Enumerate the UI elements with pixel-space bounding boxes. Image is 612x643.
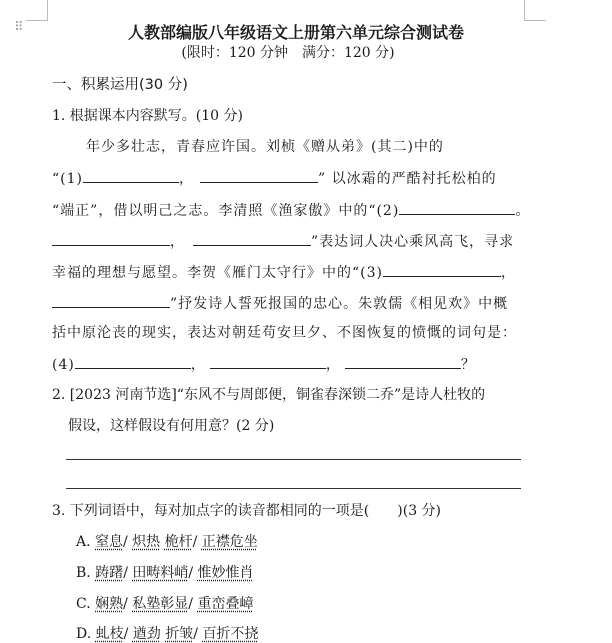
text-fragment: 幸福的理想与愿望。李贺《雁门太守行》中的“(3) xyxy=(52,265,383,281)
question-1-heading: 1. 根据课本内容默写。(10 分) xyxy=(52,108,243,124)
option-word: 正襟危坐 xyxy=(201,534,258,550)
option-word: 百折不挠 xyxy=(202,626,259,642)
option-letter: A. xyxy=(76,534,91,550)
option-word: 桅杆 xyxy=(164,534,193,550)
option-word: 私塾彰显 xyxy=(132,596,189,612)
question-2-text: 假设，这样假设有何用意？(2 分) xyxy=(68,418,275,434)
option-d[interactable]: D. 虬枝/ 遒劲 折皱/ 百折不挠 xyxy=(76,626,259,642)
text-fragment: ， xyxy=(179,171,194,187)
answer-blank[interactable] xyxy=(83,167,179,183)
option-word: 重峦叠嶂 xyxy=(197,596,254,612)
question-1-text: 年少多壮志，青春应许国。刘桢《赠从弟》(其二)中的 xyxy=(86,139,444,155)
question-2-text: 2. [2023 河南节选]“东风不与周郎便，铜雀春深锁二乔”是诗人杜牧的 xyxy=(52,387,486,403)
answer-blank[interactable] xyxy=(399,199,515,215)
option-word: 虬枝 xyxy=(95,626,124,642)
answer-blank[interactable] xyxy=(345,353,461,369)
option-c[interactable]: C. 娴熟/ 私塾彰显/ 重峦叠嶂 xyxy=(76,596,254,612)
section-heading: 一、积累运用(30 分) xyxy=(52,77,188,93)
text-fragment: ” 以冰霜的严酷衬托松柏的 xyxy=(318,171,497,187)
text-fragment: “端正”，借以明己之志。李清照《渔家傲》中的“(2) xyxy=(52,203,400,219)
answer-blank[interactable] xyxy=(52,292,170,308)
text-fragment: ， xyxy=(501,265,516,281)
drag-handle-icon[interactable]: ⠿ xyxy=(14,20,23,35)
option-a[interactable]: A. 窒息/ 炽热 桅杆/ 正襟危坐 xyxy=(76,534,258,550)
text-fragment: ， xyxy=(190,357,206,373)
answer-blank[interactable] xyxy=(210,353,326,369)
answer-blank[interactable] xyxy=(200,167,318,183)
crop-mark xyxy=(47,0,48,20)
question-1-text: 括中原沦丧的现实，表达对朝廷苟安旦夕、不图恢复的愤慨的词句是： xyxy=(52,325,517,341)
question-1-text xyxy=(52,261,516,282)
option-letter: B. xyxy=(76,565,91,581)
answer-blank[interactable] xyxy=(383,261,501,277)
text-fragment: (4) xyxy=(52,357,75,373)
question-1-text xyxy=(52,199,530,220)
question-3-heading: 3. 下列词语中，每对加点字的读音都相同的一项是( )(3 分) xyxy=(52,503,442,519)
option-word: 惟妙惟肖 xyxy=(197,565,254,581)
option-word: 田畴料峭 xyxy=(132,565,189,581)
option-word: 折皱 xyxy=(165,626,194,642)
answer-line[interactable] xyxy=(66,488,521,489)
option-word: 遒劲 xyxy=(132,626,161,642)
option-word: 踌躇 xyxy=(95,565,124,581)
answer-blank[interactable] xyxy=(52,230,170,246)
option-b[interactable]: B. 踌躇/ 田畴料峭/ 惟妙惟肖 xyxy=(76,565,254,581)
text-fragment: 。 xyxy=(515,203,531,219)
answer-blank[interactable] xyxy=(193,230,311,246)
question-1-text xyxy=(52,353,476,374)
answer-line[interactable] xyxy=(66,459,521,460)
question-1-text xyxy=(52,292,508,313)
page-title: 人教部编版八年级语文上册第六单元综合测试卷 xyxy=(127,23,464,42)
text-fragment: ， xyxy=(325,357,341,373)
question-1-text xyxy=(52,167,497,188)
text-fragment: “(1) xyxy=(52,171,83,187)
option-letter: D. xyxy=(76,626,92,642)
answer-blank[interactable] xyxy=(75,353,191,369)
option-word: 娴熟 xyxy=(95,596,124,612)
crop-mark xyxy=(524,0,525,20)
text-fragment: ？ xyxy=(460,357,476,373)
text-fragment: ”表达词人决心乘风高飞，寻求 xyxy=(311,234,515,250)
text-fragment: ”抒发诗人誓死报国的忠心。朱敦儒《相见欢》中概 xyxy=(170,296,509,312)
question-1-text xyxy=(52,230,514,251)
option-word: 窒息 xyxy=(95,534,124,550)
text-fragment: ， xyxy=(170,234,185,250)
page-subtitle: (限时：120 分钟 满分：120 分) xyxy=(181,45,395,61)
option-word: 炽热 xyxy=(132,534,161,550)
option-letter: C. xyxy=(76,596,91,612)
